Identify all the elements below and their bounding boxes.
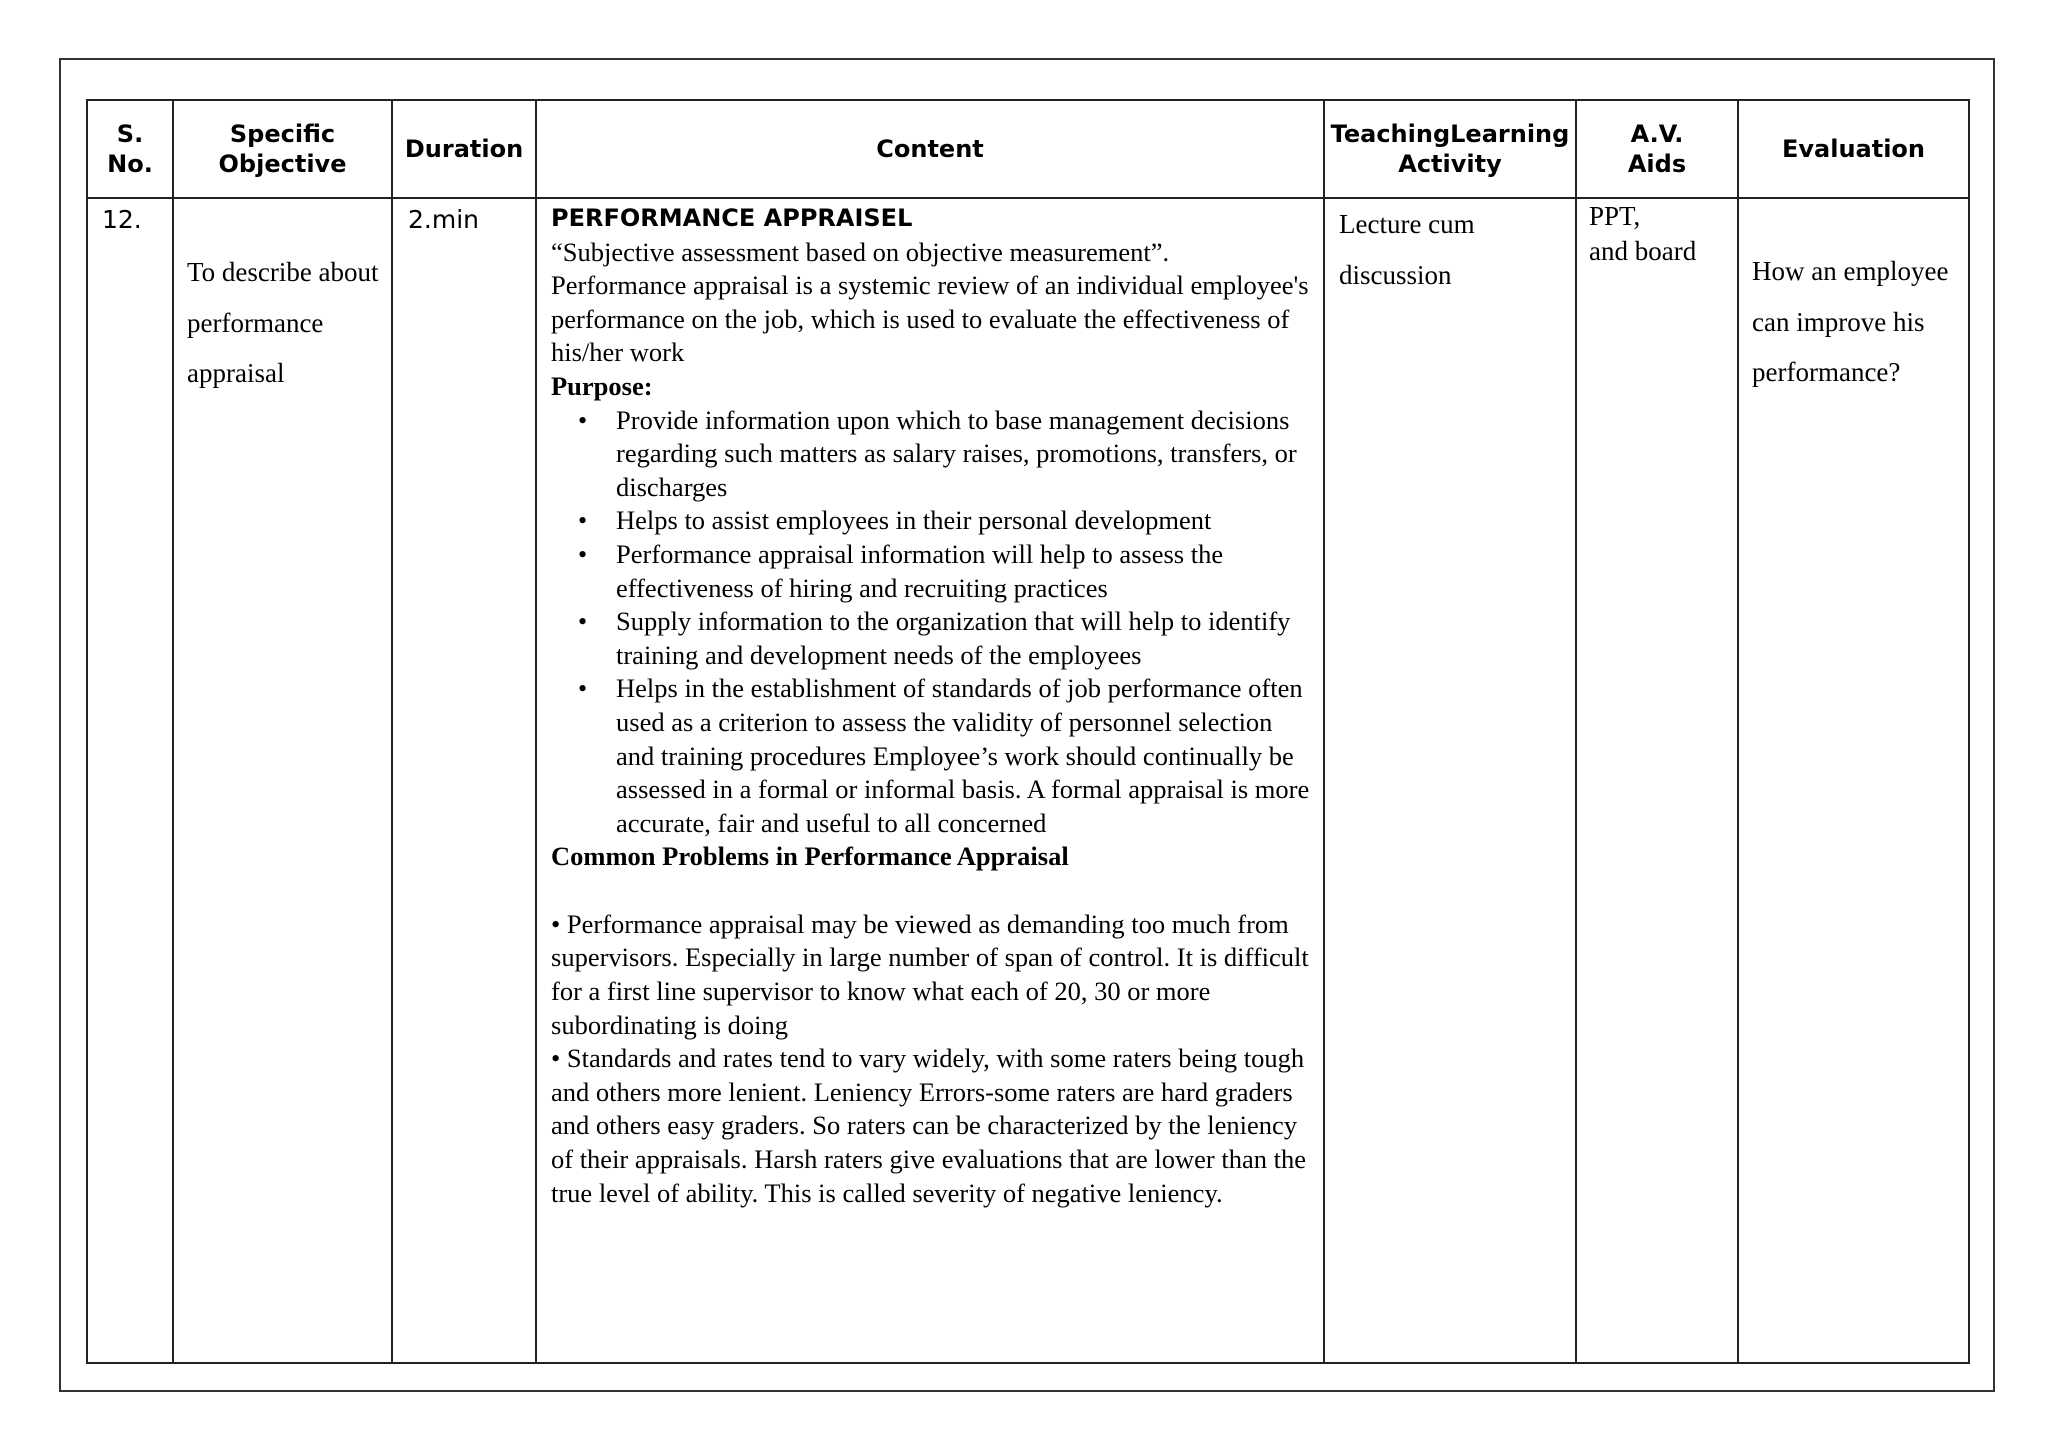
table-row [87, 198, 1969, 1363]
header-duration: Duration [392, 100, 536, 198]
purpose-heading: Purpose: [551, 370, 653, 401]
content-title: PERFORMANCE APPRAISEL [551, 204, 913, 232]
list-item: • Supply information to the organization that will help to identify training and development needs of the employees [616, 605, 1311, 672]
cell-av-aids: PPT, and board [1576, 198, 1738, 1363]
header-av-aids: A.V. Aids [1576, 100, 1738, 198]
content-definition: Performance appraisal is a systemic review of an individual employee's performance on the job, which is used to evaluate the effectiveness of his/her work [551, 270, 1309, 368]
cell-evaluation: How an employee can improve his performance? [1738, 198, 1969, 1363]
problems-heading: Common Problems in Performance Appraisal [551, 841, 1069, 872]
list-item: • Performance appraisal information will help to assess the effectiveness of hiring and recruiting practices [616, 538, 1311, 605]
purpose-list [551, 404, 1311, 841]
list-item: • Helps to assist employees in their personal development [616, 504, 1311, 538]
content-quote: “Subjective assessment based on objective measurement”. [551, 236, 1170, 267]
cell-sno: 12. [87, 198, 173, 1363]
header-evaluation: Evaluation [1738, 100, 1969, 198]
list-item: • Helps in the establishment of standards of job performance often used as a criterion to assess the validity of personnel selection and training procedures Employee’s work should continually be assessed in a formal or informal basis. A formal appraisal is more accurate, fair and useful to all concerned [616, 672, 1311, 840]
problem-paragraph: • Performance appraisal may be viewed as demanding too much from supervisors. Especially in large number of span of control. It is difficult for a first line supervisor to know what each of 20, 30 or more subordinating is doing [551, 908, 1309, 1040]
header-sno: S. No. [87, 100, 173, 198]
header-teaching-learning-activity: TeachingLearning Activity [1324, 100, 1576, 198]
header-specific-objective: Specific Objective [173, 100, 392, 198]
cell-content [536, 198, 1324, 1363]
cell-teaching-learning-activity: Lecture cum discussion [1324, 198, 1576, 1363]
lesson-plan-table [86, 99, 1970, 1364]
list-item: • Provide information upon which to base management decisions regarding such matters as salary raises, promotions, transfers, or discharges [616, 404, 1311, 505]
cell-specific-objective: To describe about performance appraisal [173, 198, 392, 1363]
problem-paragraph: • Standards and rates tend to vary widely, with some raters being tough and others more lenient. Leniency Errors-some raters are hard graders and others easy graders. So raters can be characterized by the leniency of their appraisals. Harsh raters give evaluations that are lower than the true level of ability. This is called severity of negative leniency. [551, 1043, 1306, 1208]
header-content: Content [536, 100, 1324, 198]
header-row [87, 100, 1969, 198]
cell-duration: 2.min [392, 198, 536, 1363]
